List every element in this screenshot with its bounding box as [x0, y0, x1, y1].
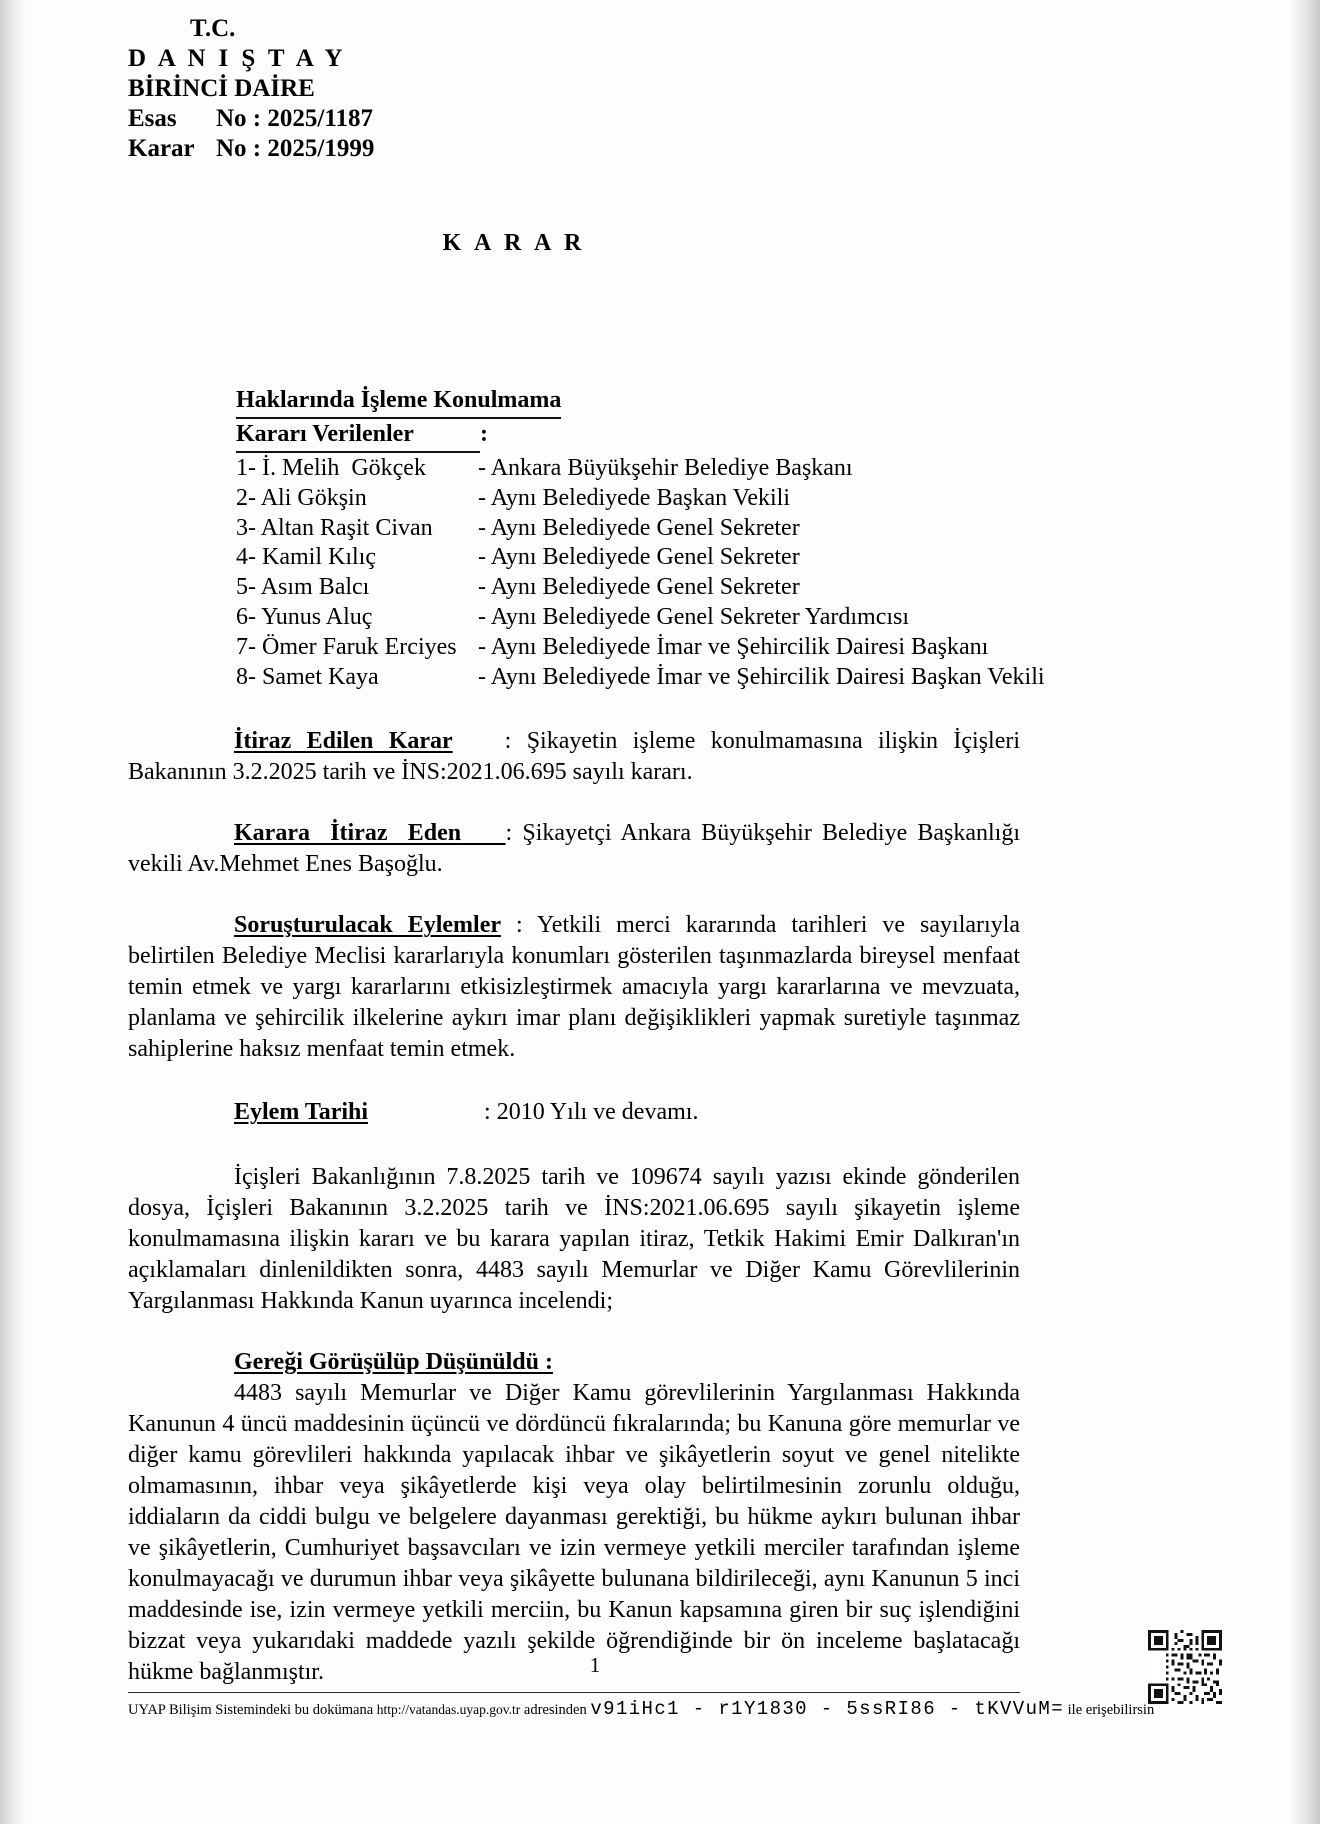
- footer-middle: adresinden: [520, 1702, 591, 1718]
- section-karara-itiraz-eden: [128, 818, 1020, 880]
- section-sorusturulacak-eylemler: [128, 910, 1020, 1065]
- footer-prefix: UYAP Bilişim Sistemindeki bu dokümana: [128, 1702, 377, 1718]
- body-paragraph-text: İçişleri Bakanlığının 7.8.2025 tarih ve 109674 sayılı yazısı ekinde gönderilen dosya, İçişleri Bakanının 3.2.2025 tarih ve İNS:2021.06.695 sayılı şikayetin işleme konulmamasına ilişkin kararı ve bu karara yapılan itiraz, Tetkik Hakimi Emir Dalkıran'ın açıklamaları dinlenildikten sonra, 4483 sayılı Memurlar ve Diğer Kamu Görevlilerinin Yargılanması Hakkında Kanun uyarınca incelendi;: [128, 1164, 1020, 1315]
- itiraz-edilen-karar-label: İtiraz Edilen Karar: [234, 728, 453, 755]
- table-row: [236, 454, 1020, 484]
- karara-itiraz-eden-colon: :: [505, 820, 513, 847]
- person-title: - Aynı Belediyede Genel Sekreter: [478, 574, 800, 601]
- person-title: - Aynı Belediyede Genel Sekreter Yardımcısı: [478, 603, 910, 630]
- section-itiraz-edilen-karar: [128, 726, 1020, 788]
- person-title: - Aynı Belediyede Genel Sekreter: [478, 544, 800, 571]
- esas-label: Esas: [128, 105, 177, 132]
- karar-value: No : 2025/1999: [216, 135, 375, 162]
- person-name: 2- Ali Gökşin: [236, 484, 367, 511]
- person-name: 1- İ. Melih Gökçek: [236, 455, 426, 481]
- karara-itiraz-eden-label: Karara İtiraz Eden: [234, 820, 462, 847]
- qr-code-icon: [1148, 1630, 1222, 1704]
- verification-code: v91iHc1 - r1Y1830 - 5ssRI86 - tKVVuM=: [590, 1698, 1065, 1720]
- person-title: - Aynı Belediyede Başkan Vekili: [478, 484, 790, 511]
- person-name: 6- Yunus Aluç: [236, 603, 373, 630]
- eylem-tarihi-text: 2010 Yılı ve devamı.: [496, 1099, 699, 1126]
- person-title: - Ankara Büyükşehir Belediye Başkanı: [478, 455, 853, 481]
- karar-label: Karar: [128, 135, 195, 162]
- geregi-paragraph: [128, 1378, 1020, 1688]
- person-title: - Aynı Belediyede İmar ve Şehircilik Dairesi Başkanı: [478, 633, 989, 660]
- section-geregi-gorusulup-dusunuldu: [128, 1347, 1020, 1378]
- table-row: [236, 514, 1020, 544]
- itiraz-edilen-karar-colon: :: [504, 728, 512, 755]
- decision-heading-label: Kararı Verilenler: [236, 421, 414, 447]
- person-name: 7- Ömer Faruk Erciyes: [236, 633, 457, 660]
- decision-heading-line-1: [236, 385, 1020, 419]
- header-esas-no: [128, 104, 1020, 134]
- decision-heading-line-2-text: [236, 419, 488, 453]
- page-title: K A R A R: [442, 230, 586, 256]
- footer-divider: [128, 1692, 1020, 1693]
- geregi-label: Gereği Görüşülüp Düşünüldü :: [234, 1349, 553, 1376]
- document-body: [128, 0, 1045, 1688]
- itiraz-edilen-karar-text: Şikayetin işleme konulmamasına ilişkin İçişleri Bakanının 3.2.2025 tarih ve İNS:2021.06.695 sayılı kararı.: [128, 728, 1021, 786]
- person-title: - Aynı Belediyede İmar ve Şehircilik Dairesi Başkan Vekili: [478, 663, 1045, 690]
- page-number: 1: [589, 1653, 601, 1677]
- person-name: 5- Asım Balcı: [236, 574, 370, 601]
- table-row: [236, 603, 1020, 633]
- person-name: 3- Altan Raşit Civan: [236, 514, 433, 541]
- decision-heading-line-2: [236, 419, 1020, 453]
- decision-heading-colon: :: [479, 421, 488, 447]
- person-name: 4- Kamil Kılıç: [236, 544, 376, 571]
- section-eylem-tarihi: [128, 1097, 1020, 1128]
- esas-value: No : 2025/1187: [216, 105, 373, 132]
- table-row: [236, 573, 1020, 603]
- person-name: 8- Samet Kaya: [236, 663, 379, 690]
- footer-note: [128, 1698, 1155, 1720]
- table-row: [236, 484, 1020, 514]
- sorusturulacak-eylemler-label: Soruşturulacak Eylemler: [234, 912, 502, 939]
- footer-suffix: ile erişebilirsin: [1064, 1702, 1155, 1718]
- table-row: [236, 543, 1020, 573]
- table-row: [236, 633, 1020, 663]
- table-row: [236, 663, 1045, 693]
- persons-list: [128, 454, 1045, 692]
- sorusturulacak-eylemler-text: Yetkili merci kararında tarihleri ve sayılarıyla belirtilen Belediye Meclisi kararlarıyla konumları gösterilen taşınmazlarda bireysel menfaat temin etmek ve yargı kararlarını etkisizleştirmek amacıyla yargı kararlarına ve mevzuata, planlama ve şehircilik ilkelerine aykırı imar planı değişiklikleri yapmak suretiyle taşınmaz sahiplerine haksız menfaat temin etmek.: [128, 912, 1021, 1063]
- karara-itiraz-eden-text: Şikayetçi Ankara Büyükşehir Belediye Başkanlığı vekili Av.Mehmet Enes Başoğlu.: [128, 820, 1021, 878]
- eylem-tarihi-colon: :: [484, 1099, 491, 1126]
- decision-heading: [128, 385, 1020, 453]
- document-header: [128, 14, 1020, 164]
- footer-url[interactable]: http://vatandas.uyap.gov.tr: [376, 1702, 521, 1717]
- person-title: - Aynı Belediyede Genel Sekreter: [478, 514, 800, 541]
- header-danistay: D A N I Ş T A Y: [128, 45, 346, 72]
- header-karar-no: [128, 134, 1020, 164]
- header-tc: T.C.: [190, 15, 236, 42]
- geregi-text: 4483 sayılı Memurlar ve Diğer Kamu görevlilerinin Yargılanması Hakkında Kanunun 4 üncü maddesinin üçüncü ve dördüncü fıkralarında; bu Kanuna göre memurlar ve diğer kamu görevlileri hakkında yapılacak ihbar ve şikâyetlerin soyut ve genel nitelikte olmamasının, ihbar veya şikâyetlerde kişi veya olay belirtilmesinin zorunlu olduğu, iddiaların da ciddi bulgu ve belgelere dayanması gerektiği, bu hükme aykırı bulunan ihbar ve şikâyetlerin, Cumhuriyet başsavcıları ve izin vermeye yetkili merciler tarafından işleme konulmayacağı ve durumun ihbar veya şikâyette bulunana bildirileceği, aynı Kanunun 5 inci maddesinde ise, izin vermeye yetkili merciin, bu Kanun kapsamına giren bir suç işlendiğini bizzat veya yukarıdaki maddede yazılı şekilde öğrendiğinde bir ön inceleme başlatacağı hükme bağlanmıştır.: [128, 1380, 1020, 1686]
- decision-heading-line-1-text: Haklarında İşleme Konulmama: [236, 385, 561, 419]
- sorusturulacak-eylemler-colon: :: [516, 912, 523, 939]
- body-paragraph: [128, 1162, 1020, 1317]
- header-daire: BİRİNCİ DAİRE: [128, 75, 315, 102]
- eylem-tarihi-label: Eylem Tarihi: [234, 1099, 369, 1126]
